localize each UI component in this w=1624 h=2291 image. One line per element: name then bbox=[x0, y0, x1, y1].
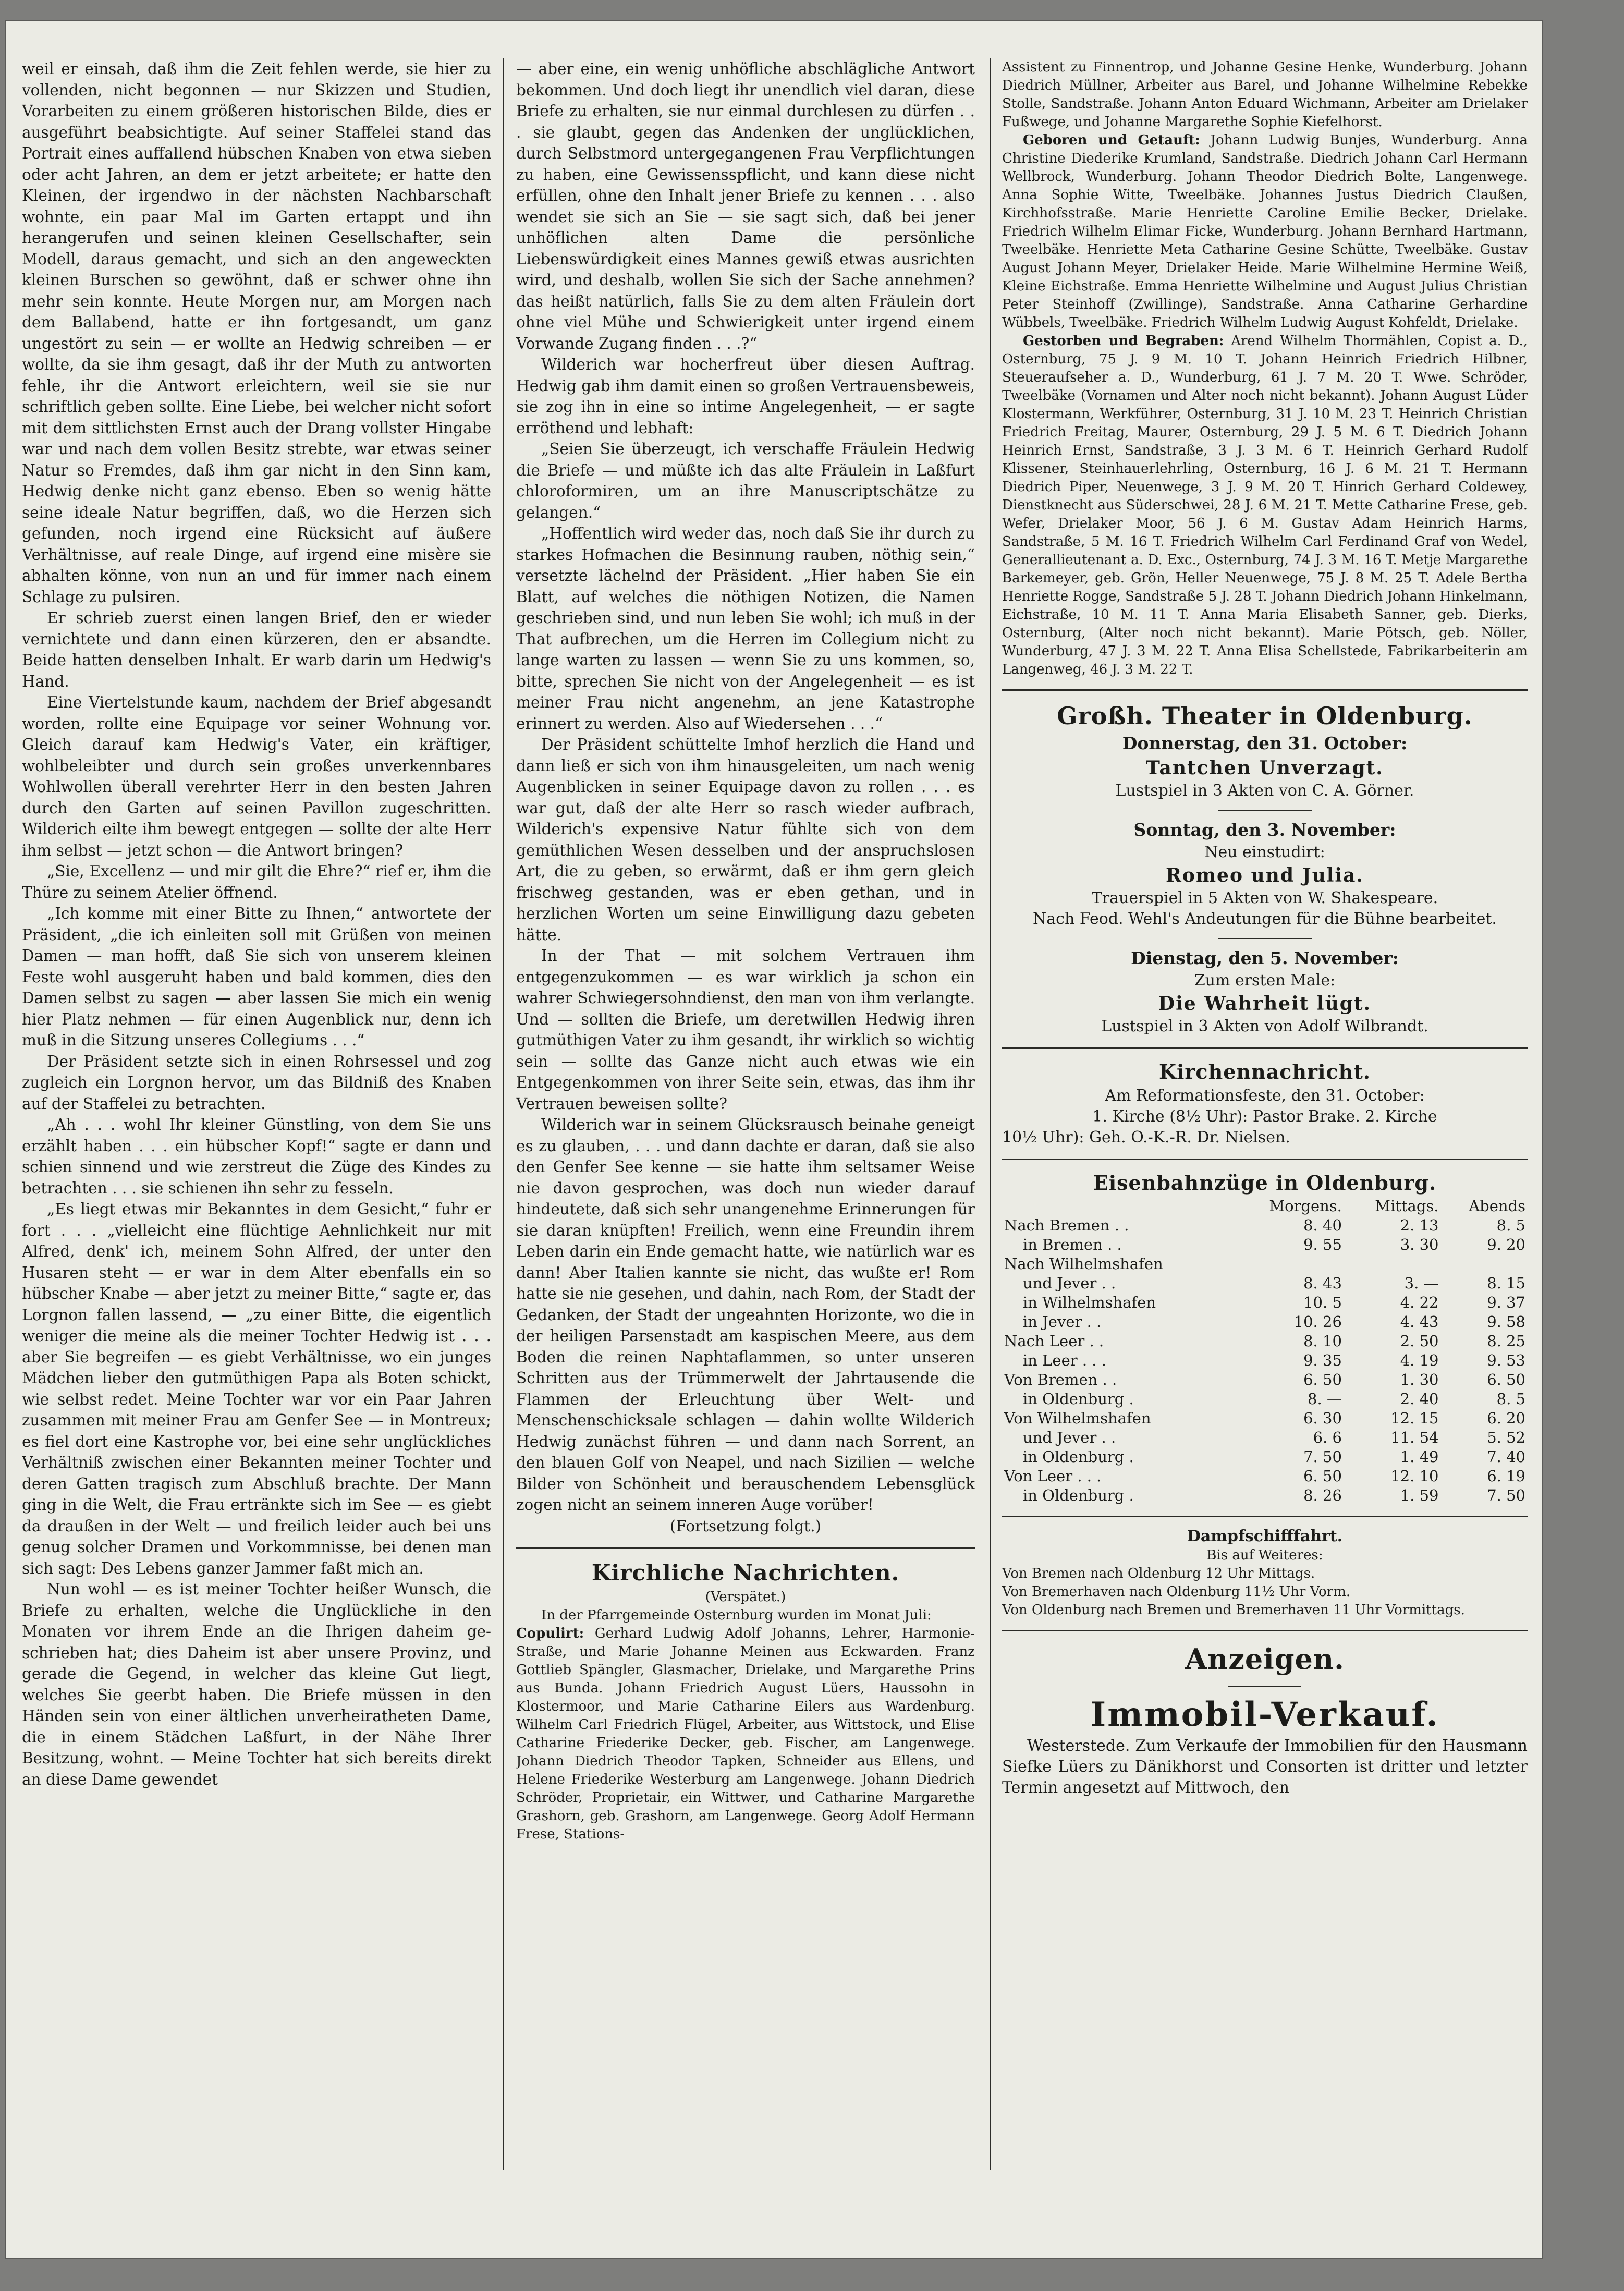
section-divider bbox=[516, 1547, 975, 1549]
divider bbox=[1218, 938, 1312, 939]
section-divider bbox=[1002, 1516, 1528, 1517]
train-time: 12. 15 bbox=[1390, 1409, 1439, 1427]
steamer-line: Von Oldenburg nach Bremen und Bremerhaven 11 Uhr Vormittags. bbox=[1002, 1602, 1465, 1618]
train-time: 2. 50 bbox=[1400, 1332, 1439, 1350]
train-time: 8. 5 bbox=[1496, 1390, 1525, 1408]
train-time: 9. 53 bbox=[1487, 1351, 1525, 1369]
paragraph: Nun wohl — es ist meiner Tochter heißer Wunsch, die Briefe zu erhalten, welche die Unglückliche in den Monaten vor ihrem Ende an die Ihrigen daheim geschrieben hat; dies Daheim ist aber unsere Provinz, und gerade die Gegend, in welcher das kleine Gut liegt, welches Sie geerbt haben. Die Briefe müssen in den Händen sein von einer ältlichen unverheiratheten Dame, die in einem Städchen Laßfurt, in der Nähe Ihrer Besitzung, wohnt. — Meine Tochter hat sich bereits direkt an diese Dame gewendet bbox=[22, 1580, 491, 1788]
paragraph: „Sie, Excellenz — und mir gilt die Ehre?“ rief er, ihm die Thüre zu seinem Atelier öffnend. bbox=[22, 862, 491, 901]
train-row bbox=[1002, 1235, 1528, 1254]
train-time: 1. 49 bbox=[1400, 1448, 1439, 1466]
train-time: 8. 10 bbox=[1303, 1332, 1342, 1350]
steamer-subtitle: Bis auf Weiteres: bbox=[1206, 1547, 1323, 1563]
train-row bbox=[1002, 1274, 1528, 1293]
train-time: 6. 19 bbox=[1487, 1467, 1525, 1485]
paragraph: weil er einsah, daß ihm die Zeit fehlen werde, sie hier zu vollenden, nicht begonnen — nur Skizzen und Studien, Vorarbeiten zu einem größeren historischen Bilde, dies er ausgeführt beabsichtigte. Auf seiner Staffelei stand das Portrait eines auffallend hübschen Knaben von etwa sieben oder acht Jahren, an dem er jetzt arbeitete; er hatte den Kleinen, der irgendwo in der nächsten Nachbarschaft wohnte, ein paar Mal im Garten ertappt und ihn herangerufen und seinen kleinen Gesellschafter, sein Modell, daraus gemacht, und sich an den angeweckten kleinen Burschen so gewöhnt, daß er schwer ohne ihn mehr sein konnte. Heute Morgen nur, am Morgen nach dem Ballabend, hatte er ihn fortgesandt, um ganz ungestört zu sein — er wollte an Hedwig schreiben — er wollte, da sie ihm gesagt, daß ihr der Muth zu antworten fehle, ihr die Antwort erleichtern, weil sie sie nur schriftlich geben sollte. Eine Liebe, bei welcher nicht sofort mit dem sittlichsten Ernst auch der Drang vollster Hingabe war und nach dem vollen Besitz strebte, war etwas seiner Natur so Fremdes, daß ihm gar nicht in den Sinn kam, Hedwig denke nicht ganz ebenso. Eben so wenig hätte seine ideale Natur begriffen, daß, wo die Herzen sich gefunden, noch irgend eine Rücksicht auf äußere Verhältnisse, auf reale Dinge, auf irgend eine misère sie abhalten könne, von nun an und für immer nach einem Schlage zu pulsiren. bbox=[22, 60, 491, 606]
train-route: Nach Bremen . . bbox=[1004, 1216, 1129, 1234]
theater-day-3-note: Zum ersten Male: bbox=[1194, 971, 1336, 990]
theater-play-3-desc: Lustspiel in 3 Akten von Adolf Wilbrandt. bbox=[1101, 1017, 1428, 1035]
column-header: Mittags. bbox=[1375, 1197, 1439, 1215]
church-notice-title: Kirchennachricht. bbox=[1158, 1060, 1371, 1083]
train-time: 2. 40 bbox=[1400, 1390, 1439, 1408]
column-3 bbox=[1002, 58, 1528, 2165]
train-time: 6. 50 bbox=[1303, 1371, 1342, 1388]
train-time: 9. 55 bbox=[1303, 1236, 1342, 1253]
train-route: in Oldenburg . bbox=[1023, 1448, 1134, 1466]
theater-day-1: Donnerstag, den 31. October: bbox=[1122, 733, 1408, 753]
theater-play-3: Die Wahrheit lügt. bbox=[1158, 993, 1372, 1015]
column-header: Abends bbox=[1469, 1197, 1525, 1215]
train-route: und Jever . . bbox=[1023, 1429, 1116, 1446]
divider bbox=[1228, 1686, 1301, 1687]
train-time: 6. 50 bbox=[1303, 1467, 1342, 1485]
train-time bbox=[1235, 1254, 1344, 1274]
train-time: 9. 58 bbox=[1487, 1313, 1525, 1331]
train-row bbox=[1002, 1254, 1528, 1274]
paragraph: „Seien Sie überzeugt, ich verschaffe Fräulein Hedwig die Briefe — und müßte ich das alte Fräulein in Laßfurt chloroformiren, um an ihre Manuscriptschätze zu gelangen.“ bbox=[516, 440, 975, 521]
church-notice-line: Am Reformationsfeste, den 31. October: bbox=[1105, 1087, 1425, 1105]
paragraph: Der Präsident setzte sich in einen Rohrsessel und zog zugleich ein Lorgnon hervor, um das Bildniß des Knaben auf der Staffelei zu betrachten. bbox=[22, 1052, 491, 1113]
train-row bbox=[1002, 1293, 1528, 1312]
train-time: 7. 50 bbox=[1487, 1486, 1525, 1504]
steamer-title: Dampfschifffahrt. bbox=[1187, 1527, 1343, 1545]
train-time: 4. 43 bbox=[1400, 1313, 1439, 1331]
church-news-title: Kirchliche Nachrichten. bbox=[591, 1560, 900, 1586]
train-time: 10. 26 bbox=[1293, 1313, 1342, 1331]
paragraph: Der Präsident schüttelte Imhof herzlich die Hand und dann ließ er sich von ihm hinausgeleiten, um nach wenig Augenblicken in seiner Equipage davon zu rollen . . . es war gut, daß der alte Herr so rasch wieder aufbrach, Wilderich's expensive Natur fühlte sich von dem gemüthlichen Wesen desselben und der anspruchslosen Art, die zu geben, so erwärmt, daß er ihm gern gleich frischweg gestanden, was er eben gethan, und in herzlichen Worten um seine Einwilligung dazu gebeten hätte. bbox=[516, 736, 975, 944]
train-time: 5. 52 bbox=[1487, 1429, 1525, 1446]
property-sale-heading: Immobil-Verkauf. bbox=[1090, 1695, 1439, 1734]
train-row bbox=[1002, 1370, 1528, 1390]
train-time: 8. 15 bbox=[1487, 1274, 1525, 1292]
newspaper-page bbox=[6, 21, 1542, 2258]
continued-note: (Fortsetzung folgt.) bbox=[669, 1517, 822, 1535]
church-notice-line: 10½ Uhr): Geh. O.-K.-R. Dr. Nielsen. bbox=[1002, 1128, 1290, 1147]
train-route: und Jever . . bbox=[1023, 1274, 1116, 1292]
church-news-note: (Verspätet.) bbox=[705, 1589, 786, 1605]
paragraph: Wilderich war hocherfreut über diesen Auftrag. Hedwig gab ihm damit einen so großen Vertrauensbeweis, sie zog ihn in eine so intime Angelegenheit, — er sagte erröthend und lebhaft: bbox=[516, 356, 975, 437]
train-time: 6. 30 bbox=[1303, 1409, 1342, 1427]
train-time: 8. 43 bbox=[1303, 1274, 1342, 1292]
train-time: 4. 22 bbox=[1400, 1294, 1439, 1311]
paragraph: Eine Viertelstunde kaum, nachdem der Brief abgesandt worden, rollte eine Equipage vor seiner Wohnung vor. Gleich darauf kam Hedwig's Vater, ein kräftiger, wohlbeleibter und durch sein großes unverkennbares Wohlwollen überall verehrter Herr in den besten Jahren durch den Garten auf seinen Pavillon zugeschritten. Wilderich eilte ihm bewegt entgegen — sollte der alte Herr ihm selbst — jetzt schon — die Antwort bringen? bbox=[22, 693, 491, 859]
train-time: 8. — bbox=[1308, 1390, 1342, 1408]
theater-play-2-desc: Trauerspiel in 5 Akten von W. Shakespeare. bbox=[1091, 889, 1438, 907]
train-time: 9. 35 bbox=[1303, 1351, 1342, 1369]
train-time: 8. 40 bbox=[1303, 1216, 1342, 1234]
train-row bbox=[1002, 1332, 1528, 1351]
train-row bbox=[1002, 1409, 1528, 1428]
theater-title: Großh. Theater in Oldenburg. bbox=[1057, 702, 1473, 730]
train-route: Von Bremen . . bbox=[1004, 1371, 1117, 1388]
train-row bbox=[1002, 1216, 1528, 1235]
train-route: in Wilhelmshafen bbox=[1023, 1294, 1156, 1311]
steamer-line: Von Bremerhaven nach Oldenburg 11½ Uhr Vorm. bbox=[1002, 1584, 1351, 1600]
paragraph: Er schrieb zuerst einen langen Brief, den er wieder vernichtete und dann einen kürzeren, den er absandte. Beide hatten denselben Inhalt. Er warb darin um Hedwig's Hand. bbox=[22, 609, 491, 690]
theater-day-3: Dienstag, den 5. November: bbox=[1131, 948, 1399, 968]
column-header: Morgens. bbox=[1269, 1197, 1342, 1215]
train-route: Nach Leer . . bbox=[1004, 1332, 1104, 1350]
section-divider bbox=[1002, 1630, 1528, 1631]
born-text: Johann Ludwig Bunjes, Wunderburg. Anna Christine Diederike Krumland, Sandstraße. Diedrich Johann Carl Hermann Wellbrock, Wunderburg. Johann Theodor Diedrich Bolte, Langenwege. Anna Sophie Witte, Tweelbäke. Johannes Justus Diedrich Claußen, Kirchhofsstraße. Marie Henriette Caroline Emilie Becker, Drielake. Friedrich Wilhelm Elimar Ficke, Wunderburg. Johann Bernhard Hartmann, Tweelbäke. Henriette Meta Catharine Gesine Schütte, Tweelbäke. Gustav August Johann Meyer, Drielaker Heide. Marie Wilhelmine Hermine Weiß, Kleine Eichstraße. Emma Henriette Wilhelmine und August Julius Christian Peter Steinhoff (Zwillinge), Sandstraße. Anna Catharine Gerhardine Wübbels, Tweelbäke. Friedrich Wilhelm Ludwig August Kohfeldt, Drielake. bbox=[1002, 132, 1528, 331]
steamer-line: Von Bremen nach Oldenburg 12 Uhr Mittags. bbox=[1002, 1566, 1315, 1581]
section-divider bbox=[1002, 1159, 1528, 1160]
born-label: Geboren und Getauft: bbox=[1023, 132, 1200, 148]
train-time: 3. — bbox=[1404, 1274, 1439, 1292]
train-time: 8. 26 bbox=[1303, 1486, 1342, 1504]
train-time: 1. 59 bbox=[1400, 1486, 1439, 1504]
train-route: Nach Wilhelmshafen bbox=[1004, 1255, 1163, 1273]
train-time: 8. 25 bbox=[1487, 1332, 1525, 1350]
theater-play-1-desc: Lustspiel in 3 Akten von C. A. Görner. bbox=[1115, 782, 1414, 800]
train-row bbox=[1002, 1428, 1528, 1447]
train-row bbox=[1002, 1312, 1528, 1332]
died-text: Arend Wilhelm Thormählen, Copist a. D., Osternburg, 75 J. 9 M. 10 T. Johann Heinrich Friedrich Hilbner, Steueraufseher a. D., Wunderburg, 61 J. 7 M. 20 T. Wwe. Schröder, Tweelbäke (Vornamen und Alter noch nicht bekannt). Johann August Lüder Klostermann, Werkführer, Osternburg, 31 J. 10 M. 23 T. Heinrich Christian Friedrich Freitag, Maurer, Osternburg, 29 J. 5 M. 6 T. Diedrich Johann Heinrich Ernst, Sandstraße, 3 J. 3 M. 6 T. Heinrich Gerhard Rudolf Klissener, Steinhauerlehrling, Osternburg, 16 J. 6 M. 21 T. Hermann Diedrich Piper, Neuenwege, 3 J. 9 M. 20 T. Hinrich Gerhard Coldewey, Dienstknecht aus Süderschwei, 28 J. 6 M. 21 T. Mette Catharine Frese, geb. Wefer, Drielaker Moor, 56 J. 6 M. Gustav Adam Heinrich Harms, Sandstraße, 5 M. 16 T. Friedrich Wilhelm Carl Ferdinand Graf von Wedel, Generallieutenant a. D. Exc., Osternburg, 74 J. 3 M. 16 T. Metje Margarethe Barkemeyer, geb. Grön, Heller Neuenwege, 75 J. 8 M. 25 T. Adele Bertha Henriette Rogge, Sandstraße 5 J. 28 T. Johann Diedrich Johann Hinkelmann, Eichstraße, 10 M. 11 T. Anna Maria Elisabeth Sanner, geb. Dierks, Osternburg, (Alter noch nicht bekannt). Marie Pötsch, geb. Nöller, Wunderburg, 47 J. 3 M. 22 T. Anna Elisa Schellstede, Fabrikarbeiterin am Langenweg, 46 J. 3 M. 22 T. bbox=[1002, 333, 1528, 677]
train-route: Von Wilhelmshafen bbox=[1004, 1409, 1151, 1427]
ads-title: Anzeigen. bbox=[1185, 1642, 1345, 1676]
train-row bbox=[1002, 1467, 1528, 1486]
train-route: in Oldenburg . bbox=[1023, 1486, 1134, 1504]
train-time: 6. 6 bbox=[1313, 1429, 1342, 1446]
paragraph: — aber eine, ein wenig unhöfliche abschlägliche Antwort bekommen. Und doch liegt ihr unendlich viel daran, diese Briefe zu erhalten, sie nur einmal durchlesen zu dürfen . . . sie glaubt, gegen das Andenken der unglücklichen, durch Selbstmord untergegangenen Frau Verpflichtungen zu haben, eine Gewissensspflicht, und kann diese nicht erfüllen, ohne den Inhalt jener Briefe zu kennen . . . also wendet sie sich an Sie — sie sagt sich, daß bei jener unhöflichen alten Dame die persönliche Liebenswürdigkeit eines Mannes gewiß etwas ausrichten wird, und deshalb, wollen Sie sich der Sache annehmen? das heißt natürlich, falls Sie zu dem alten Fräulein dort ohne viel Mühe und Schwierigkeit unter irgend einem Vorwande Zugang finden . . .?“ bbox=[516, 60, 975, 352]
section-divider bbox=[1002, 1047, 1528, 1049]
theater-day-2: Sonntag, den 3. November: bbox=[1133, 820, 1396, 840]
train-row bbox=[1002, 1486, 1528, 1505]
train-row bbox=[1002, 1390, 1528, 1409]
copulirt-label: Copulirt: bbox=[516, 1626, 584, 1641]
divider bbox=[1218, 810, 1312, 811]
train-table-header bbox=[1002, 1197, 1528, 1216]
theater-play-2-desc: Nach Feod. Wehl's Andeutungen für die Bühne bearbeitet. bbox=[1033, 910, 1497, 928]
train-time: 1. 30 bbox=[1400, 1371, 1439, 1388]
property-sale-text: Westerstede. Zum Verkaufe der Immobilien für den Hausmann Siefke Lüers zu Dänikhorst und Consorten ist dritter und letzter Termin angesetzt auf Mittwoch, den bbox=[1002, 1737, 1528, 1797]
paragraph: „Es liegt etwas mir Bekanntes in dem Gesicht,“ fuhr er fort . . . „vielleicht eine flüchtige Aehnlichkeit nur mit Alfred, denk' ich, meinem Sohn Alfred, der unter den Husaren steht — er war in dem Alter ebenfalls ein so hübscher Knabe — aber jetzt zu meiner Bitte,“ sagte er, das Lorgnon fallen lassend, — „zu einer Bitte, die eigentlich weniger die meine als die meiner Tochter Hedwig ist . . . aber Sie begreifen — es giebt Verhältnisse, wo ein junges Mädchen lieber den gutmüthigen Papa als Boten schickt, wie selbst redet. Meine Tochter war vor ein Paar Jahren zusammen mit meiner Frau am Genfer See — in Montreux; es fiel dort eine Kastrophe vor, bei eine sehr unglückliches Verhältniß zwischen einer Bekannten meiner Tochter und deren Gatten tragisch zum Abschluß brachte. Der Mann ging in die Welt, die Frau ertränkte sich im See — es giebt da draußen in der Welt — und freilich leider auch bei uns genug solcher Dramen und Vorkommnisse, bei denen man sich sagt: Des Lebens ganzer Jammer faßt mich an. bbox=[22, 1200, 491, 1577]
paragraph: „Hoffentlich wird weder das, noch daß Sie ihr durch zu starkes Hofmachen die Besinnung rauben, nöthig sein,“ versetzte lächelnd der Präsident. „Hier haben Sie ein Blatt, auf welches die nöthigen Notizen, die Namen geschrieben sind, und nun leben Sie wohl; ich muß in der That aufbrechen, um die Herren im Collegium nicht zu lange warten zu lassen — wenn Sie zu uns kommen, so, bitte, sprechen Sie nicht von der Angelegenheit — es ist meiner Frau nicht angenehm, an jene Katastrophe erinnert zu werden. Also auf Wiedersehen . . .“ bbox=[516, 525, 975, 733]
theater-play-2: Romeo und Julia. bbox=[1166, 864, 1364, 886]
train-time: 9. 20 bbox=[1487, 1236, 1525, 1253]
column-1 bbox=[22, 58, 491, 2165]
train-route: in Leer . . . bbox=[1023, 1351, 1106, 1369]
train-time: 6. 50 bbox=[1487, 1371, 1525, 1388]
train-time: 2. 13 bbox=[1400, 1216, 1439, 1234]
train-time: 7. 40 bbox=[1487, 1448, 1525, 1466]
train-time: 8. 5 bbox=[1496, 1216, 1525, 1234]
train-time: 6. 20 bbox=[1487, 1409, 1525, 1427]
column-rule bbox=[503, 58, 504, 2170]
column-rule bbox=[990, 58, 991, 2170]
church-notice-line: 1. Kirche (8½ Uhr): Pastor Brake. 2. Kirche bbox=[1092, 1107, 1437, 1126]
train-time: 4. 19 bbox=[1400, 1351, 1439, 1369]
train-time: 3. 30 bbox=[1400, 1236, 1439, 1253]
train-time: 12. 10 bbox=[1390, 1467, 1439, 1485]
train-time bbox=[1344, 1254, 1441, 1274]
train-row bbox=[1002, 1351, 1528, 1370]
train-time bbox=[1441, 1254, 1528, 1274]
paragraph: In der That — mit solchem Vertrauen ihm entgegenzukommen — es war wirklich ja schon ein wahrer Schwiegersohndienst, den man von ihm verlangte. Und — sollten die Briefe, um deretwillen Hedwig ihren gutmüthigen Vater zu ihm gesandt, ihr wirklich so wichtig sein — sollte das Ganze nicht auch etwas wie ein Entgegenkommen von ihrer Seite sein, etwas, das ihm ihr Vertrauen beweisen sollte? bbox=[516, 947, 975, 1113]
train-time: 10. 5 bbox=[1303, 1294, 1342, 1311]
trains-title: Eisenbahnzüge in Oldenburg. bbox=[1093, 1171, 1437, 1195]
paragraph: „Ah . . . wohl Ihr kleiner Günstling, von dem Sie uns erzählt haben . . . ein hübscher Kopf!“ sagte er dann und schien sinnend und wie zerstreut die Züge des Kindes zu betrachten . . . sie schienen ihn sehr zu fesseln. bbox=[22, 1116, 491, 1197]
train-route: in Bremen . . bbox=[1023, 1236, 1122, 1253]
paragraph: Wilderich war in seinem Glücksrausch beinahe geneigt es zu glauben, . . . und dann dachte er daran, daß sie also den Genfer See kenne — sie hatte ihm seltsamer Weise nie davon gesprochen, was doch nun wieder darauf hindeutete, daß sich sehr unangenehme Erinnerungen für sie daran knüpften! Freilich, wenn eine Freundin ihrem Leben darin ein Ende gemacht hatte, wie natürlich war es dann! Aber Italien kannte sie nicht, das wußte er! Rom hatte sie nie gesehen, und dahin, nach Rom, der Stadt der Gedanken, der Stadt der ungeahnten Horizonte, wo die in der heiligen Parsenstadt am kaspischen Meere, aus dem Boden die reinen Naphtaflammen, so unter unseren Schritten aus der Trümmerwelt der Jahrtausende die Flammen der Erleuchtung über Welt- und Menschenschicksale schlagen — dahin wollte Wilderich Hedwig zunächst führen — und dann nach Sorrent, an den blauen Golf von Neapel, und nach Sizilien — welche Bilder von Schönheit und berauschendem Lebensglück zogen nicht an seinem inneren Auge vorüber! bbox=[516, 1116, 975, 1514]
died-label: Gestorben und Begraben: bbox=[1023, 333, 1224, 349]
train-row bbox=[1002, 1447, 1528, 1467]
train-table bbox=[1002, 1197, 1528, 1505]
paragraph: „Ich komme mit einer Bitte zu Ihnen,“ antwortete der Präsident, „die ich einleiten soll mit Grüßen von meinen Damen — man hofft, daß Sie sich von unserem kleinen Feste wohl ausgeruht haben und bald kommen, dies den Damen selbst zu sagen — aber lassen Sie mich ein wenig hier Platz nehmen — für einen Augenblick nur, denn ich muß in die Sitzung unseres Collegiums . . .“ bbox=[22, 905, 491, 1049]
train-route: in Oldenburg . bbox=[1023, 1390, 1134, 1408]
train-time: 9. 37 bbox=[1487, 1294, 1525, 1311]
theater-day-2-note: Neu einstudirt: bbox=[1204, 843, 1325, 861]
train-route: in Jever . . bbox=[1023, 1313, 1102, 1331]
marriage-continued: Assistent zu Finnentrop, und Johanne Gesine Henke, Wunderburg. Johann Diedrich Müllner, Arbeiter aus Barel, und Johanne Wilhelmine Rebekke Stolle, Sandstraße. Johann Anton Eduard Wichmann, Arbeiter am Drielaker Fußwege, und Johanne Margarethe Sophie Kiefelhorst. bbox=[1002, 59, 1528, 130]
column-2 bbox=[516, 58, 975, 2165]
theater-play-1: Tantchen Unverzagt. bbox=[1146, 757, 1384, 779]
train-time: 7. 50 bbox=[1303, 1448, 1342, 1466]
church-news-intro: In der Pfarrgemeinde Osternburg wurden im Monat Juli: bbox=[541, 1607, 932, 1623]
copulirt-text: Gerhard Ludwig Adolf Johanns, Lehrer, Harmonie-Straße, und Marie Johanne Meinen aus Eckwarden. Franz Gottlieb Spängler, Glasmacher, Drielake, und Margarethe Prins aus Bunda. Johann Friedrich August Lüers, Haussohn in Klostermoor, und Marie Catharine Eilers aus Wardenburg. Wilhelm Carl Friedrich Flügel, Arbeiter, aus Wittstock, und Elise Catharine Friederike Decker, geb. Fischer, am Langenwege. Johann Diedrich Theodor Tapken, Schneider aus Ellens, und Helene Friederike Westerburg am Langenwege. Johann Diedrich Schröder, Proprietair, ein Wittwer, und Catharine Margarethe Grashorn, geb. Grashorn, am Langenwege. Georg Adolf Hermann Frese, Stations- bbox=[516, 1626, 975, 1842]
train-route: Von Leer . . . bbox=[1004, 1467, 1102, 1485]
train-time: 11. 54 bbox=[1390, 1429, 1439, 1446]
section-divider bbox=[1002, 689, 1528, 691]
